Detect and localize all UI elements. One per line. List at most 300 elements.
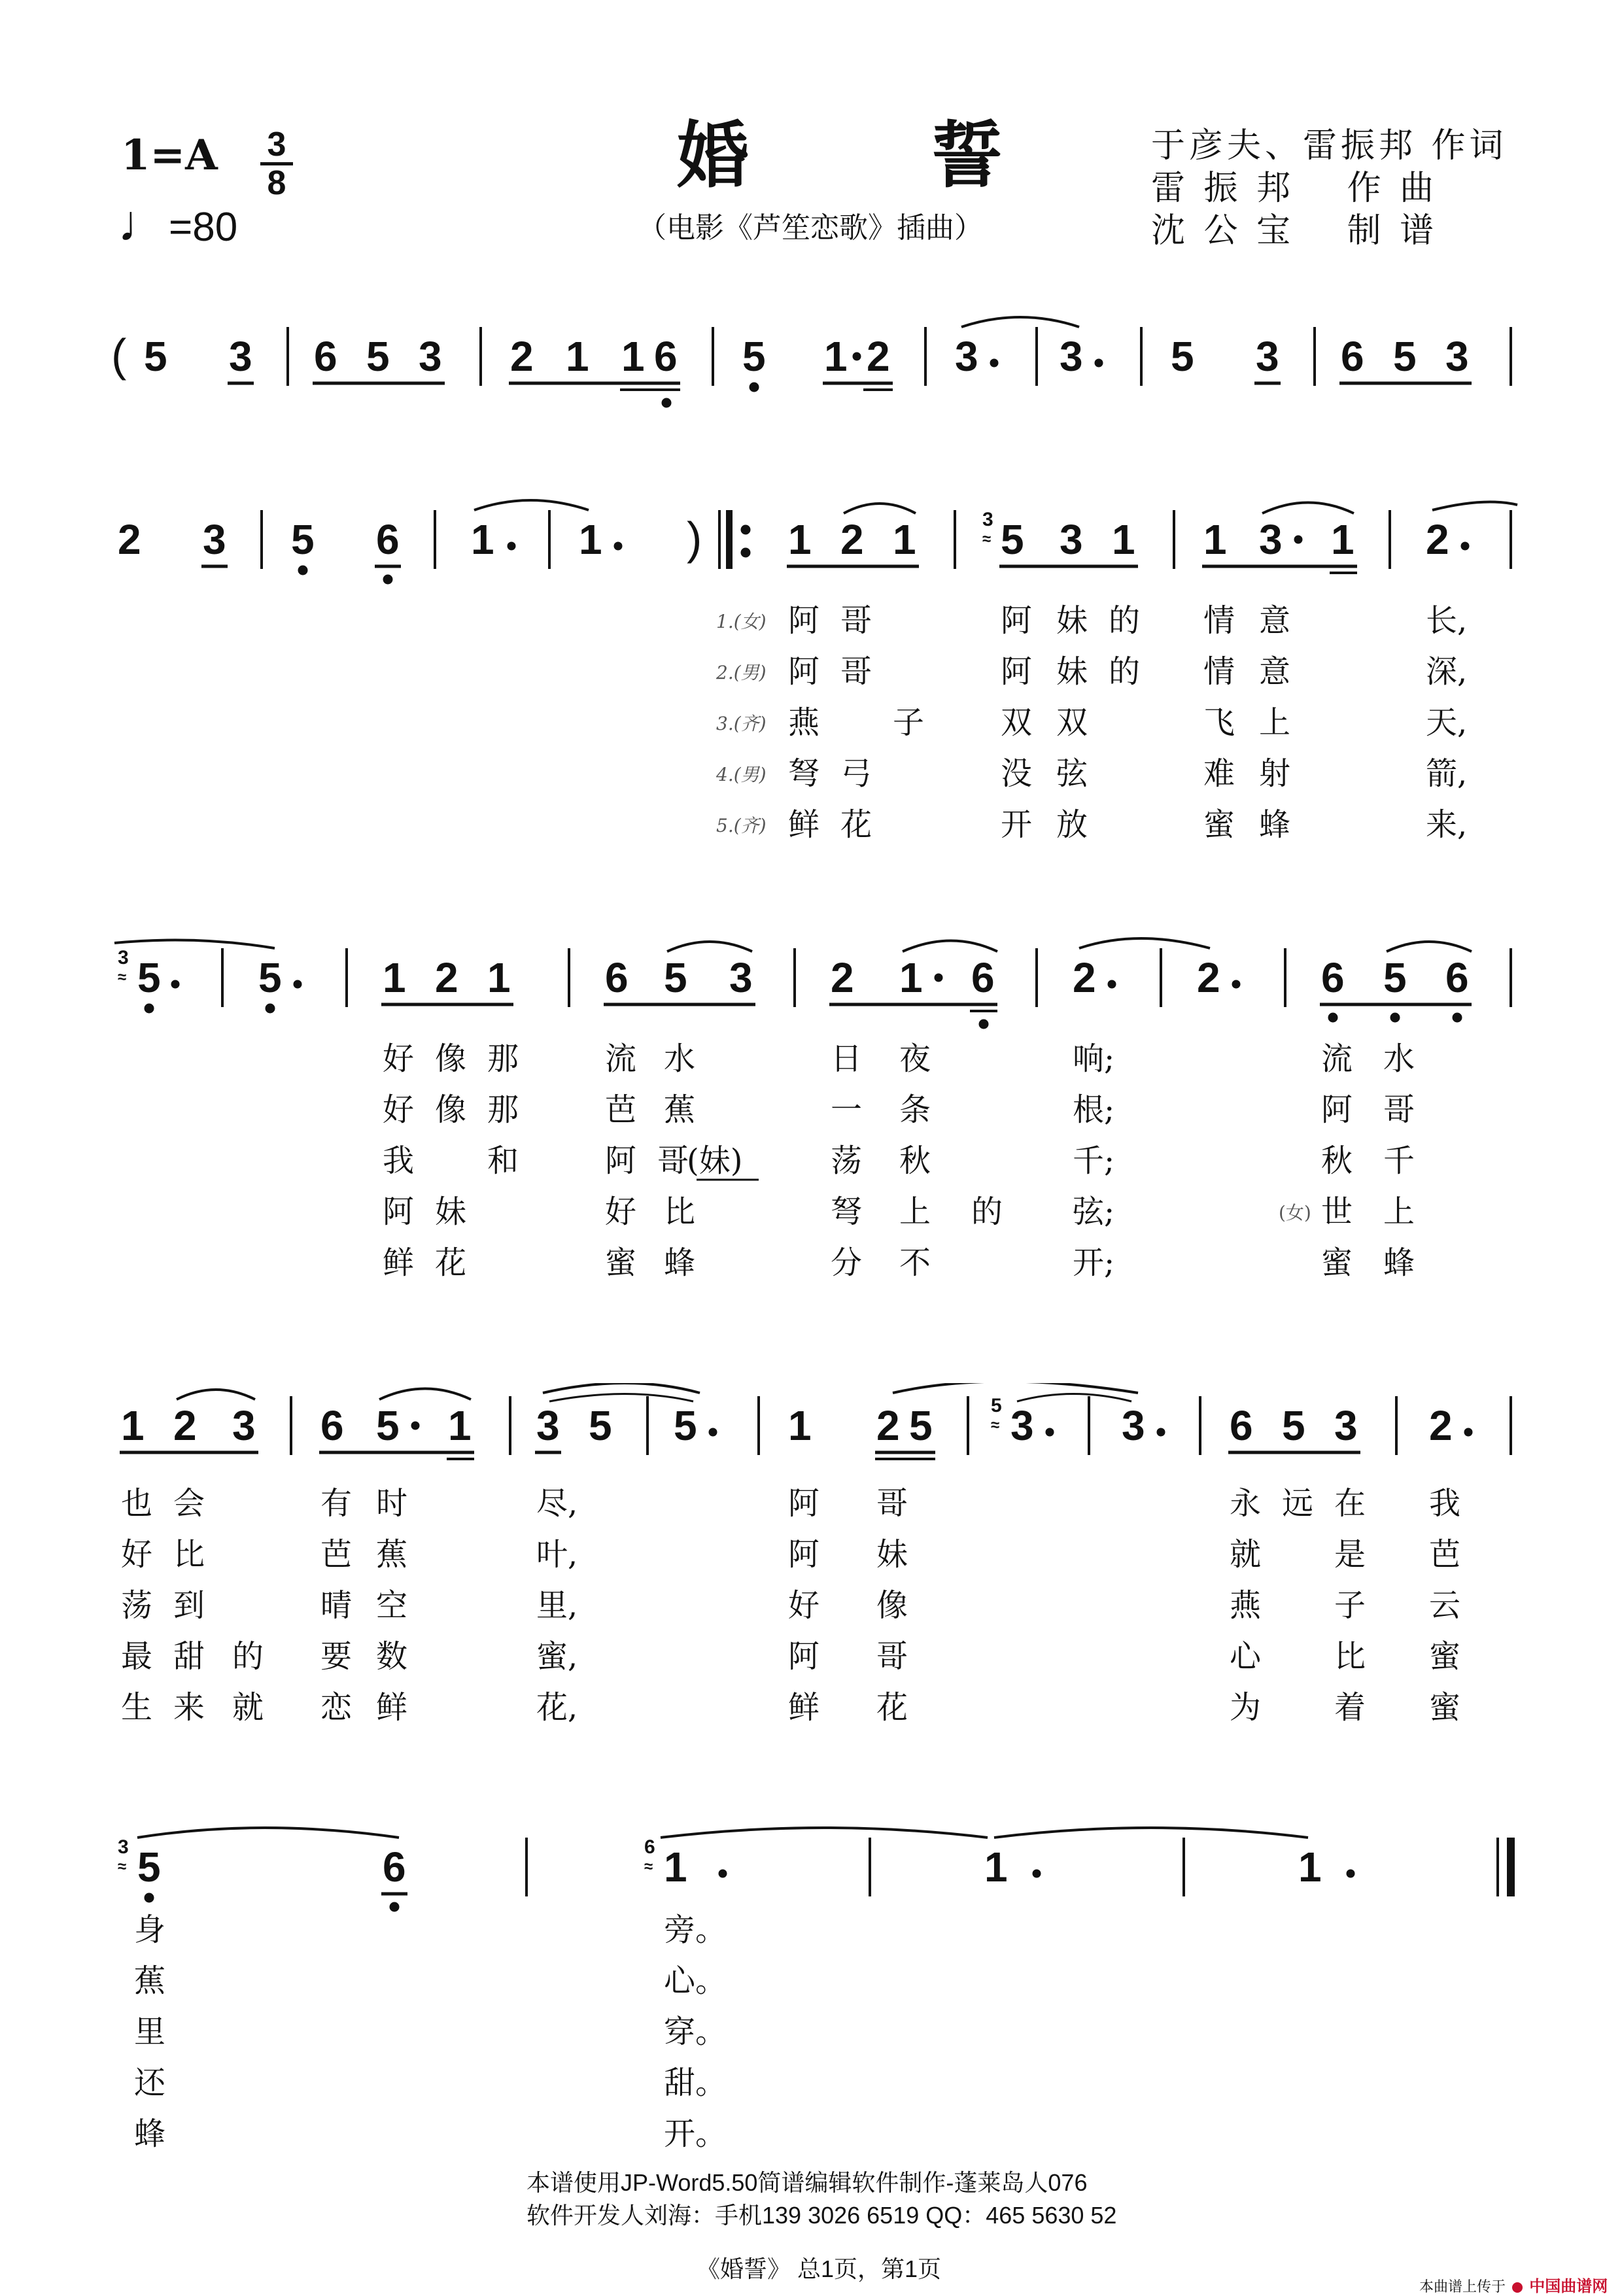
lyric: 飞 — [1203, 704, 1235, 741]
meter-change: 5 — [991, 1395, 1002, 1416]
note: 1 — [1203, 516, 1227, 563]
tie — [549, 1394, 693, 1402]
aug-dot — [719, 1870, 727, 1877]
aug-dot — [990, 359, 998, 367]
note: 1 — [893, 516, 916, 563]
note: 5 — [144, 333, 167, 380]
site-logo-icon — [1512, 2282, 1523, 2293]
lyric: 像 — [435, 1040, 467, 1077]
octave-dot — [383, 575, 392, 584]
note: 6 — [320, 1402, 344, 1449]
aug-dot — [411, 1422, 419, 1430]
note: 5 — [1171, 333, 1194, 380]
slur — [177, 1390, 255, 1399]
octave-dot — [979, 1019, 988, 1029]
lyric: 比 — [664, 1193, 696, 1230]
verse-label: 1.(女) — [716, 611, 767, 632]
lyric: 鲜 — [376, 1689, 408, 1726]
note: 1 — [487, 954, 511, 1001]
lyric: 我 — [1429, 1485, 1461, 1522]
slur — [667, 942, 752, 951]
octave-dot — [145, 1004, 154, 1013]
upload-label: 本曲谱上传于 — [1419, 2278, 1506, 2295]
lyric: 好 — [788, 1587, 820, 1624]
lyric: 的 — [971, 1193, 1003, 1230]
lyric: 花 — [840, 806, 872, 843]
lyric: 鲜 — [788, 806, 820, 843]
note: 6 — [314, 333, 337, 380]
note: 6 — [1230, 1402, 1253, 1449]
lyric: 阿 — [1001, 602, 1033, 639]
credit-lyricist: 于彦夫、雷振邦 作词 — [1151, 126, 1508, 165]
lyric: 蜜 — [1321, 1244, 1353, 1281]
lyric: 为 — [1230, 1689, 1262, 1726]
lyric: 鲜 — [383, 1244, 415, 1281]
lyric: 蜜 — [605, 1244, 637, 1281]
intro-paren: ( — [111, 330, 127, 381]
footer-page-number: 《婚誓》 总1页，第1页 — [697, 2255, 942, 2282]
lyric: 箭, — [1426, 755, 1468, 792]
lyric: 好 — [121, 1536, 153, 1573]
lyric: 开 — [1001, 806, 1033, 843]
aug-dot — [294, 980, 302, 988]
lyric: 蜜 — [1429, 1689, 1461, 1726]
tie — [994, 1828, 1308, 1838]
lyric: 远 — [1282, 1485, 1314, 1522]
lyric: 哥 — [840, 653, 872, 690]
octave-dot — [1328, 1013, 1337, 1022]
note: 2 — [1073, 954, 1096, 1001]
lyric: 心 — [1230, 1638, 1262, 1675]
lyric: 那 — [487, 1091, 519, 1128]
note: 2 — [1426, 516, 1449, 563]
tie — [661, 1828, 988, 1838]
lyric: 就 — [232, 1689, 264, 1726]
aug-dot — [1046, 1428, 1054, 1436]
site-name: 中国曲谱网 — [1529, 2278, 1608, 2295]
meter-change: ≈ — [644, 1858, 653, 1876]
lyric: 日 — [831, 1040, 863, 1077]
lyric: 最 — [121, 1638, 153, 1675]
note: 6 — [605, 954, 629, 1001]
slur — [1387, 942, 1472, 951]
lyric: 阿 — [383, 1193, 415, 1230]
note: 5 — [137, 1843, 161, 1891]
lyric: 流 — [605, 1040, 637, 1077]
note: 3 — [1445, 333, 1469, 380]
note: 5 — [1282, 1402, 1305, 1449]
note: 5 — [1393, 333, 1417, 380]
lyric: 难 — [1203, 755, 1235, 792]
lyric: 蜂 — [1259, 806, 1291, 843]
lyric: 和 — [487, 1142, 519, 1179]
lyric: 的 — [1109, 653, 1141, 690]
meter-change: ≈ — [991, 1416, 1000, 1434]
lyric: 蕉 — [664, 1091, 696, 1128]
aug-dot — [614, 542, 622, 550]
lyric: 花, — [536, 1689, 578, 1726]
lyric: 的 — [232, 1638, 264, 1675]
note: 5 — [1383, 954, 1407, 1001]
lyric: 哥 — [876, 1638, 908, 1675]
note: 6 — [971, 954, 995, 1001]
lyric: 晴 — [320, 1587, 353, 1624]
lyric: 阿 — [605, 1142, 637, 1179]
note: 3 — [203, 516, 226, 563]
lyric: 妹 — [435, 1193, 467, 1230]
meter-change: ≈ — [118, 1858, 127, 1876]
note: 1 — [621, 333, 645, 380]
lyric: 荡 — [831, 1142, 863, 1179]
lyric: 像 — [435, 1091, 467, 1128]
meter-change: 6 — [644, 1836, 655, 1858]
octave-dot — [662, 398, 671, 407]
lyric: 哥 — [840, 602, 872, 639]
note: 3 — [1060, 333, 1083, 380]
lyric: 千 — [1383, 1142, 1415, 1179]
note: 1 — [1112, 516, 1135, 563]
note: 5 — [258, 954, 282, 1001]
lyric: 燕 — [1230, 1587, 1262, 1624]
note: 2 — [435, 954, 458, 1001]
tie — [1017, 1394, 1131, 1402]
aug-dot — [171, 980, 179, 988]
lyric: 阿 — [788, 653, 820, 690]
lyric: 蕉 — [376, 1536, 408, 1573]
lyric: 上 — [1259, 704, 1291, 741]
lyric: 子 — [1334, 1587, 1366, 1624]
lyric: 双 — [1056, 704, 1088, 741]
octave-dot — [390, 1902, 399, 1911]
aug-dot — [935, 974, 942, 982]
lyric: 恋 — [320, 1689, 353, 1726]
tie — [961, 317, 1079, 327]
lyric: 蕉 — [134, 1962, 166, 1999]
note: 1 — [566, 333, 589, 380]
lyric: 蜜 — [1203, 806, 1235, 843]
meter-change: 3 — [982, 509, 993, 530]
lyric: (妹) — [687, 1142, 743, 1179]
lyric: 比 — [173, 1536, 205, 1573]
slur — [903, 941, 997, 952]
note: 6 — [654, 333, 678, 380]
note: 5 — [366, 333, 390, 380]
score-row-1 — [0, 314, 1622, 432]
lyric: 甜。 — [664, 2065, 727, 2101]
lyric: 阿 — [788, 1638, 820, 1675]
note: 3 — [1334, 1402, 1358, 1449]
lyric: 里 — [134, 2013, 166, 2050]
note: 1 — [899, 954, 923, 1001]
lyric: 心。 — [664, 1962, 727, 1999]
verse-label: 5.(齐) — [716, 815, 767, 836]
note: 6 — [376, 516, 400, 563]
lyric: 比 — [1334, 1638, 1366, 1675]
lyric: 上 — [899, 1193, 931, 1230]
lyric: 来 — [173, 1689, 205, 1726]
lyric: 旁。 — [664, 1911, 727, 1948]
lyric: 长, — [1426, 602, 1468, 639]
lyric: 妹 — [876, 1536, 908, 1573]
lyric: 会 — [173, 1485, 205, 1522]
lyric: 不 — [899, 1244, 931, 1281]
octave-dot — [266, 1004, 275, 1013]
note: 3 — [1256, 333, 1279, 380]
note: 5 — [376, 1402, 400, 1449]
lyric: 哥 — [1383, 1091, 1415, 1128]
aug-dot — [1464, 1428, 1472, 1436]
lyric: 的 — [1109, 602, 1141, 639]
lyric: 响; — [1073, 1040, 1115, 1077]
note: 5 — [909, 1402, 933, 1449]
time-signature-bottom: 8 — [267, 164, 286, 202]
note: 1 — [471, 516, 494, 563]
lyric: 鲜 — [788, 1689, 820, 1726]
lyric: 蜜 — [1429, 1638, 1461, 1675]
lyric: 没 — [1001, 755, 1033, 792]
lyric: 开。 — [664, 2116, 727, 2152]
tie — [1079, 938, 1210, 948]
aug-dot — [1033, 1870, 1041, 1877]
lyric: 像 — [876, 1587, 908, 1624]
note: 3 — [536, 1402, 560, 1449]
upload-note — [1419, 2273, 1608, 2296]
lyric: 深, — [1426, 653, 1468, 690]
lyric: 情 — [1203, 653, 1235, 690]
lyric: 意 — [1259, 602, 1291, 639]
score-row-5 — [0, 1825, 1622, 2165]
note: 3 — [229, 333, 252, 380]
note: 2 — [840, 516, 864, 563]
note: 2 — [876, 1402, 900, 1449]
lyric: 弓 — [840, 755, 872, 792]
slur — [1262, 503, 1354, 514]
lyric: 哥 — [876, 1485, 908, 1522]
lyric: 也 — [121, 1485, 153, 1522]
lyric: 芭 — [605, 1091, 637, 1128]
lyric: 到 — [173, 1587, 205, 1624]
lyric: 数 — [376, 1638, 408, 1675]
lyric: 燕 — [788, 704, 820, 741]
aug-dot — [709, 1428, 717, 1436]
note: 1 — [383, 954, 406, 1001]
lyric: 有 — [320, 1485, 353, 1522]
lyric: 荡 — [121, 1587, 153, 1624]
lyric: 秋 — [1321, 1142, 1353, 1179]
lyric: 蜂 — [134, 2116, 166, 2152]
note: 3 — [1259, 516, 1283, 563]
octave-dot — [145, 1893, 154, 1902]
note: 3 — [1122, 1402, 1145, 1449]
note: 2 — [831, 954, 854, 1001]
slur — [379, 1389, 471, 1400]
octave-dot — [1390, 1013, 1400, 1022]
lyric: 我 — [383, 1142, 415, 1179]
note: 1 — [984, 1843, 1008, 1891]
note: 1 — [1298, 1843, 1322, 1891]
lyric: 甜 — [173, 1638, 205, 1675]
lyric: 还 — [134, 2065, 166, 2101]
lyric: 蜜, — [536, 1638, 578, 1675]
lyric: 就 — [1230, 1536, 1262, 1573]
meter-change: 3 — [118, 1836, 129, 1858]
lyric: 花 — [876, 1689, 908, 1726]
note: 1 — [448, 1402, 472, 1449]
lyric: 在 — [1334, 1485, 1366, 1522]
lyric: 弩 — [831, 1193, 863, 1230]
lyric: 里, — [536, 1587, 578, 1624]
lyric: 世 — [1321, 1193, 1353, 1230]
tie — [137, 1828, 399, 1838]
lyric: 蜂 — [664, 1244, 696, 1281]
score-row-2 — [0, 497, 1622, 863]
tie — [543, 1383, 700, 1393]
lyric: 蜂 — [1383, 1244, 1415, 1281]
note: 5 — [664, 954, 687, 1001]
aug-dot — [1294, 536, 1302, 543]
lyric: 穿。 — [664, 2013, 727, 2050]
lyric: 尽, — [536, 1485, 578, 1522]
song-title: 婚 誓 — [677, 113, 1082, 197]
lyric: 阿 — [1321, 1091, 1353, 1128]
octave-dot — [1453, 1013, 1462, 1022]
octave-dot — [298, 566, 307, 575]
lyric: 来, — [1426, 806, 1468, 843]
note: 1 — [788, 1402, 812, 1449]
lyric: 要 — [320, 1638, 353, 1675]
note: 3 — [1060, 516, 1083, 563]
lyric: 身 — [134, 1911, 166, 1948]
lyric: 天, — [1426, 704, 1468, 741]
lyric: 弦 — [1056, 755, 1088, 792]
tie — [1432, 502, 1517, 511]
note: 3 — [729, 954, 753, 1001]
note: 2 — [867, 333, 890, 380]
note: 2 — [510, 333, 534, 380]
note: 6 — [1341, 333, 1364, 380]
lyric: 是 — [1334, 1536, 1366, 1573]
note: 2 — [173, 1402, 197, 1449]
lyric: 上 — [1383, 1193, 1415, 1230]
time-signature-top: 3 — [267, 126, 286, 163]
note: 6 — [1445, 954, 1469, 1001]
repeat-dot — [741, 548, 750, 557]
lyric: 放 — [1056, 806, 1088, 843]
credit-composer: 雷 振 邦 作 曲 — [1151, 169, 1438, 208]
meter-change: 3 — [118, 947, 129, 968]
note: 1 — [824, 333, 848, 380]
footer-software-note: 本谱使用JP-Word5.50简谱编辑软件制作-蓬莱岛人076 — [526, 2169, 1088, 2196]
lyric: 一 — [831, 1091, 863, 1128]
note: 1 — [788, 516, 812, 563]
score-row-4 — [0, 1383, 1622, 1749]
repeat-dot — [741, 525, 750, 534]
verse-label: 3.(齐) — [716, 713, 767, 734]
song-subtitle: （电影《芦笙恋歌》插曲） — [638, 211, 983, 245]
note: 3 — [955, 333, 978, 380]
octave-dot — [750, 383, 759, 392]
lyric: 阿 — [788, 1536, 820, 1573]
tie-continued — [114, 940, 275, 949]
lyric: 好 — [383, 1040, 415, 1077]
lyric: 叶, — [536, 1536, 578, 1573]
credit-transcriber: 沈 公 宝 制 谱 — [1151, 211, 1438, 250]
quarter-note-icon: ♩ — [118, 194, 169, 252]
lyric: 好 — [605, 1193, 637, 1230]
note: 3 — [419, 333, 442, 380]
lyric: 着 — [1334, 1689, 1366, 1726]
note: 5 — [742, 333, 766, 380]
lyric: 空 — [376, 1587, 408, 1624]
lyric: 妹 — [1056, 602, 1088, 639]
lyric: 射 — [1259, 755, 1291, 792]
lyric: 妹 — [1056, 653, 1088, 690]
meter-change: ≈ — [982, 530, 992, 548]
lyric: 芭 — [320, 1536, 353, 1573]
lyric: 水 — [1383, 1040, 1415, 1077]
lyric: 弦; — [1073, 1193, 1115, 1230]
lyric: 芭 — [1429, 1536, 1461, 1573]
lyric: 好 — [383, 1091, 415, 1128]
note: 5 — [674, 1402, 697, 1449]
intro-paren-close: ) — [687, 513, 702, 564]
note: 5 — [589, 1402, 612, 1449]
note: 2 — [1429, 1402, 1453, 1449]
note: 5 — [1001, 516, 1024, 563]
note: 1 — [579, 516, 602, 563]
note: 2 — [118, 516, 141, 563]
score-row-3 — [0, 935, 1622, 1301]
lyric: 分 — [831, 1244, 863, 1281]
slur — [844, 504, 916, 513]
tie — [474, 500, 589, 510]
lyric: 子 — [893, 704, 925, 741]
lyric: 生 — [121, 1689, 153, 1726]
tie — [893, 1383, 1138, 1393]
verse-label: 2.(男) — [716, 662, 767, 683]
lyric: 双 — [1001, 704, 1033, 741]
lyric: 永 — [1230, 1485, 1262, 1522]
lyric: 意 — [1259, 653, 1291, 690]
tempo-value: =80 — [169, 205, 238, 250]
lyric: 条 — [899, 1091, 931, 1128]
note: 1 — [121, 1402, 145, 1449]
aug-dot — [853, 352, 861, 360]
lyric: 时 — [376, 1485, 408, 1522]
footer-developer-note: 软件开发人刘海：手机139 3026 6519 QQ：465 5630 52 — [526, 2202, 1117, 2229]
lyric: 云 — [1429, 1587, 1461, 1624]
note: 3 — [1010, 1402, 1034, 1449]
note: 1 — [1331, 516, 1355, 563]
aug-dot — [1232, 980, 1240, 988]
lyric: 阿 — [788, 602, 820, 639]
lyric: 夜 — [899, 1040, 931, 1077]
lyric: 流 — [1321, 1040, 1353, 1077]
lyric: 水 — [664, 1040, 696, 1077]
lyric: 情 — [1203, 602, 1235, 639]
lyric: 开; — [1073, 1244, 1115, 1281]
aug-dot — [1095, 359, 1103, 367]
aug-dot — [1157, 1428, 1165, 1436]
note: 6 — [1321, 954, 1345, 1001]
lyric: 千; — [1073, 1142, 1115, 1179]
note: 6 — [383, 1843, 406, 1891]
meter-change: ≈ — [118, 968, 127, 986]
aug-dot — [1461, 542, 1469, 550]
aug-dot — [508, 542, 515, 550]
lyric: 花 — [435, 1244, 467, 1281]
lyric: 那 — [487, 1040, 519, 1077]
